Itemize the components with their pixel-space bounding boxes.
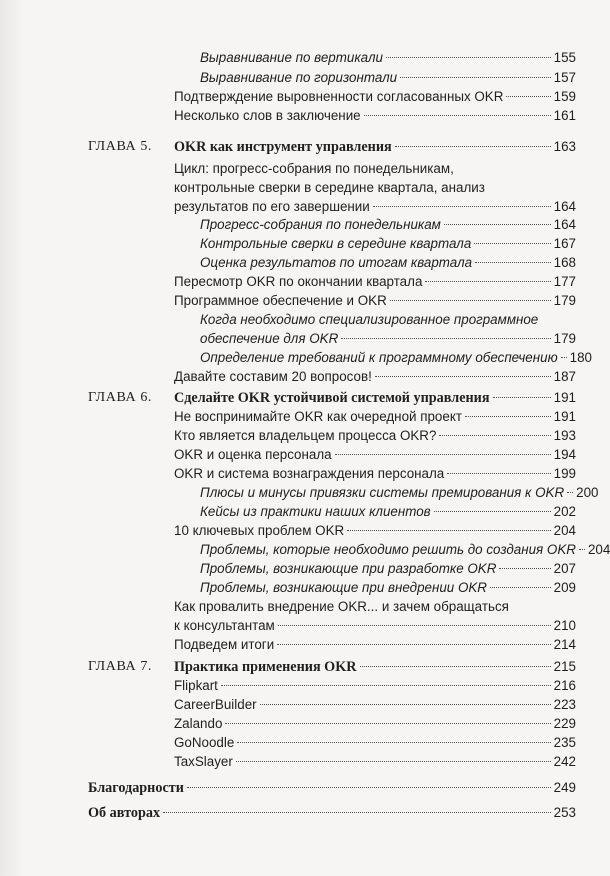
- toc-entry: [174, 367, 576, 386]
- leader-dots: [444, 224, 551, 225]
- chapter-title-text: OKR как инструмент управления: [174, 139, 392, 155]
- leader-dots: [567, 492, 573, 493]
- leader-dots: [221, 685, 551, 686]
- toc-entry-line: контрольные сверки в середине квартала, анализ: [174, 180, 485, 195]
- leader-dots: [561, 357, 567, 358]
- leader-dots: [490, 587, 551, 588]
- toc-entry: [174, 87, 576, 106]
- toc-entry: [200, 234, 576, 253]
- leader-dots: [225, 723, 550, 724]
- toc-entry-text: Плюсы и минусы привязки системы премирования к OKR: [200, 485, 565, 500]
- toc-entry-text: Кейсы из практики наших клиентов: [200, 504, 431, 519]
- leader-dots: [187, 787, 551, 788]
- toc-entry-text: Несколько слов в заключение: [174, 108, 361, 123]
- toc-entry: [200, 329, 576, 348]
- leader-dots: [341, 338, 550, 339]
- back-matter-entry: [88, 803, 576, 822]
- toc-entry-page: 179: [553, 293, 576, 308]
- chapter-title: [174, 388, 576, 407]
- back-matter-text: Об авторах: [88, 805, 161, 821]
- toc-entry-text: CareerBuilder: [174, 697, 257, 712]
- toc-entry-page: 204: [553, 523, 576, 538]
- toc-entry-page: 200: [576, 485, 599, 500]
- toc-entry-page: 223: [553, 697, 576, 712]
- chapter-page: 163: [553, 139, 576, 154]
- toc-entry: [174, 197, 576, 216]
- toc-entry-page: 177: [553, 274, 576, 289]
- toc-entry-text: Выравнивание по вертикали: [200, 50, 383, 65]
- leader-dots: [360, 666, 551, 667]
- toc-entry: [174, 521, 576, 540]
- leader-dots: [260, 704, 551, 705]
- toc-entry-page: 187: [553, 369, 576, 384]
- toc-entry-text: результатов по его завершении: [174, 199, 370, 214]
- back-matter-page: 249: [553, 780, 576, 795]
- leader-dots: [474, 243, 550, 244]
- toc-entry-page: 207: [553, 561, 576, 576]
- toc-entry-text: Давайте составим 20 вопросов!: [174, 369, 372, 384]
- leader-dots: [447, 473, 550, 474]
- leader-dots: [335, 454, 551, 455]
- leader-dots: [375, 376, 551, 377]
- toc-entry-text: Подтверждение выровненности согласованных OKR: [174, 89, 504, 104]
- leader-dots: [236, 761, 551, 762]
- toc-entry-text: Кто является владельцем процесса OKR?: [174, 428, 437, 443]
- leader-dots: [237, 742, 550, 743]
- chapter-page: 215: [553, 659, 576, 674]
- leader-dots: [386, 57, 551, 58]
- leader-dots: [277, 644, 550, 645]
- toc-entry-page: 199: [553, 466, 576, 481]
- toc-entry-text: TaxSlayer: [174, 754, 233, 769]
- leader-dots: [364, 115, 551, 116]
- toc-entry: [174, 272, 576, 291]
- back-matter-page: 253: [553, 805, 576, 820]
- chapter-label: ГЛАВА 5.: [88, 139, 153, 154]
- toc-entry: [174, 445, 576, 464]
- leader-dots: [465, 416, 551, 417]
- toc-entry-text: 10 ключевых проблем OKR: [174, 523, 345, 538]
- leader-dots: [425, 281, 550, 282]
- toc-entry: [174, 616, 576, 635]
- toc-entry-text: Flipkart: [174, 678, 218, 693]
- toc-entry-text: Определение требований к программному обеспечению: [200, 350, 558, 365]
- leader-dots: [390, 300, 551, 301]
- toc-entry: [200, 540, 610, 559]
- toc-entry-page: 191: [553, 409, 576, 424]
- toc-entry: [174, 291, 576, 310]
- toc-entry-text: к консультантам: [174, 618, 275, 633]
- toc-entry-text: Прогресс-собрания по понедельникам: [200, 217, 441, 232]
- chapter-title: [174, 657, 576, 676]
- toc-entry-page: 209: [553, 580, 576, 595]
- chapter-title: [174, 137, 576, 156]
- chapter-title-text: Сделайте OKR устойчивой системой управления: [174, 390, 490, 406]
- toc-entry: [174, 407, 576, 426]
- toc-entry-text: Оценка результатов по итогам квартала: [200, 255, 473, 270]
- toc-entry: [200, 48, 576, 67]
- leader-dots: [439, 435, 550, 436]
- chapter-title-text: Практика применения OKR: [174, 659, 357, 675]
- toc-entry-text: Выравнивание по горизонтали: [200, 70, 398, 85]
- toc-entry: [174, 752, 576, 771]
- toc-entry-line: Как провалить внедрение OKR... и зачем обращаться: [174, 599, 509, 614]
- toc-entry-text: Программное обеспечение и OKR: [174, 293, 387, 308]
- toc-entry-page: 229: [553, 716, 576, 731]
- toc-entry: [174, 733, 576, 752]
- toc-entry: [174, 676, 576, 695]
- toc-entry: [174, 695, 576, 714]
- leader-dots: [499, 568, 550, 569]
- toc-entry-text: Проблемы, возникающие при внедрении OKR: [200, 580, 487, 595]
- chapter-label: ГЛАВА 7.: [88, 659, 153, 674]
- toc-entry-page: 155: [553, 50, 576, 65]
- toc-entry-page: 204: [587, 542, 610, 557]
- toc-entry-page: 168: [553, 255, 576, 270]
- leader-dots: [506, 96, 550, 97]
- toc-entry-page: 167: [553, 236, 576, 251]
- toc-entry: [200, 68, 576, 87]
- chapter-label: ГЛАВА 6.: [88, 390, 153, 405]
- toc-entry-page: 157: [553, 70, 576, 85]
- leader-dots: [395, 146, 551, 147]
- toc-entry: [174, 426, 576, 445]
- leader-dots: [373, 206, 551, 207]
- toc-entry-page: 161: [553, 108, 576, 123]
- toc-entry-text: Пересмотр OKR по окончании квартала: [174, 274, 423, 289]
- back-matter-text: Благодарности: [88, 780, 184, 796]
- toc-entry-text: обеспечение для OKR: [200, 331, 339, 346]
- leader-dots: [434, 511, 551, 512]
- toc-entry-text: Проблемы, которые необходимо решить до создания OKR: [200, 542, 576, 557]
- toc-entry-line: Цикл: прогресс-собрания по понедельникам,: [174, 161, 454, 176]
- toc-entry-page: 179: [553, 331, 576, 346]
- toc-entry-page: 242: [553, 754, 576, 769]
- leader-dots: [163, 812, 551, 813]
- leader-dots: [579, 549, 585, 550]
- toc-entry-page: 235: [553, 735, 576, 750]
- toc-entry-text: GoNoodle: [174, 735, 235, 750]
- toc-entry-text: OKR и система вознаграждения персонала: [174, 466, 445, 481]
- toc-entry-page: 193: [553, 428, 576, 443]
- toc-entry-page: 164: [553, 217, 576, 232]
- toc-entry-page: 159: [553, 89, 576, 104]
- toc-entry-text: Контрольные сверки в середине квартала: [200, 236, 472, 251]
- page-gutter-shadow: [0, 0, 24, 876]
- toc-entry-page: 164: [553, 199, 576, 214]
- toc-entry-text: Не воспринимайте OKR как очередной проект: [174, 409, 462, 424]
- toc-entry-text: OKR и оценка персонала: [174, 447, 332, 462]
- toc-entry-page: 180: [569, 350, 592, 365]
- toc-entry: [200, 559, 576, 578]
- leader-dots: [278, 625, 551, 626]
- toc-entry: [200, 502, 576, 521]
- toc-entry-text: Проблемы, возникающие при разработке OKR: [200, 561, 497, 576]
- toc-entry-page: 202: [553, 504, 576, 519]
- toc-entry: [174, 106, 576, 125]
- toc-entry-line: Когда необходимо специализированное программное: [200, 312, 539, 327]
- leader-dots: [347, 530, 550, 531]
- toc-entry-page: 216: [553, 678, 576, 693]
- back-matter-entry: [88, 778, 576, 797]
- chapter-page: 191: [553, 390, 576, 405]
- toc-entry: [200, 253, 576, 272]
- toc-entry: [174, 714, 576, 733]
- toc-entry: [174, 635, 576, 654]
- toc-entry-page: 214: [553, 637, 576, 652]
- toc-entry: [174, 464, 576, 483]
- toc-entry: [200, 348, 592, 367]
- toc-entry: [200, 578, 576, 597]
- toc-entry-text: Zalando: [174, 716, 223, 731]
- leader-dots: [493, 397, 551, 398]
- toc-entry-text: Подведем итоги: [174, 637, 275, 652]
- toc-entry-page: 210: [553, 618, 576, 633]
- toc-entry: [200, 483, 599, 502]
- toc-entry: [200, 215, 576, 234]
- leader-dots: [475, 262, 551, 263]
- toc-entry-page: 194: [553, 447, 576, 462]
- leader-dots: [400, 77, 551, 78]
